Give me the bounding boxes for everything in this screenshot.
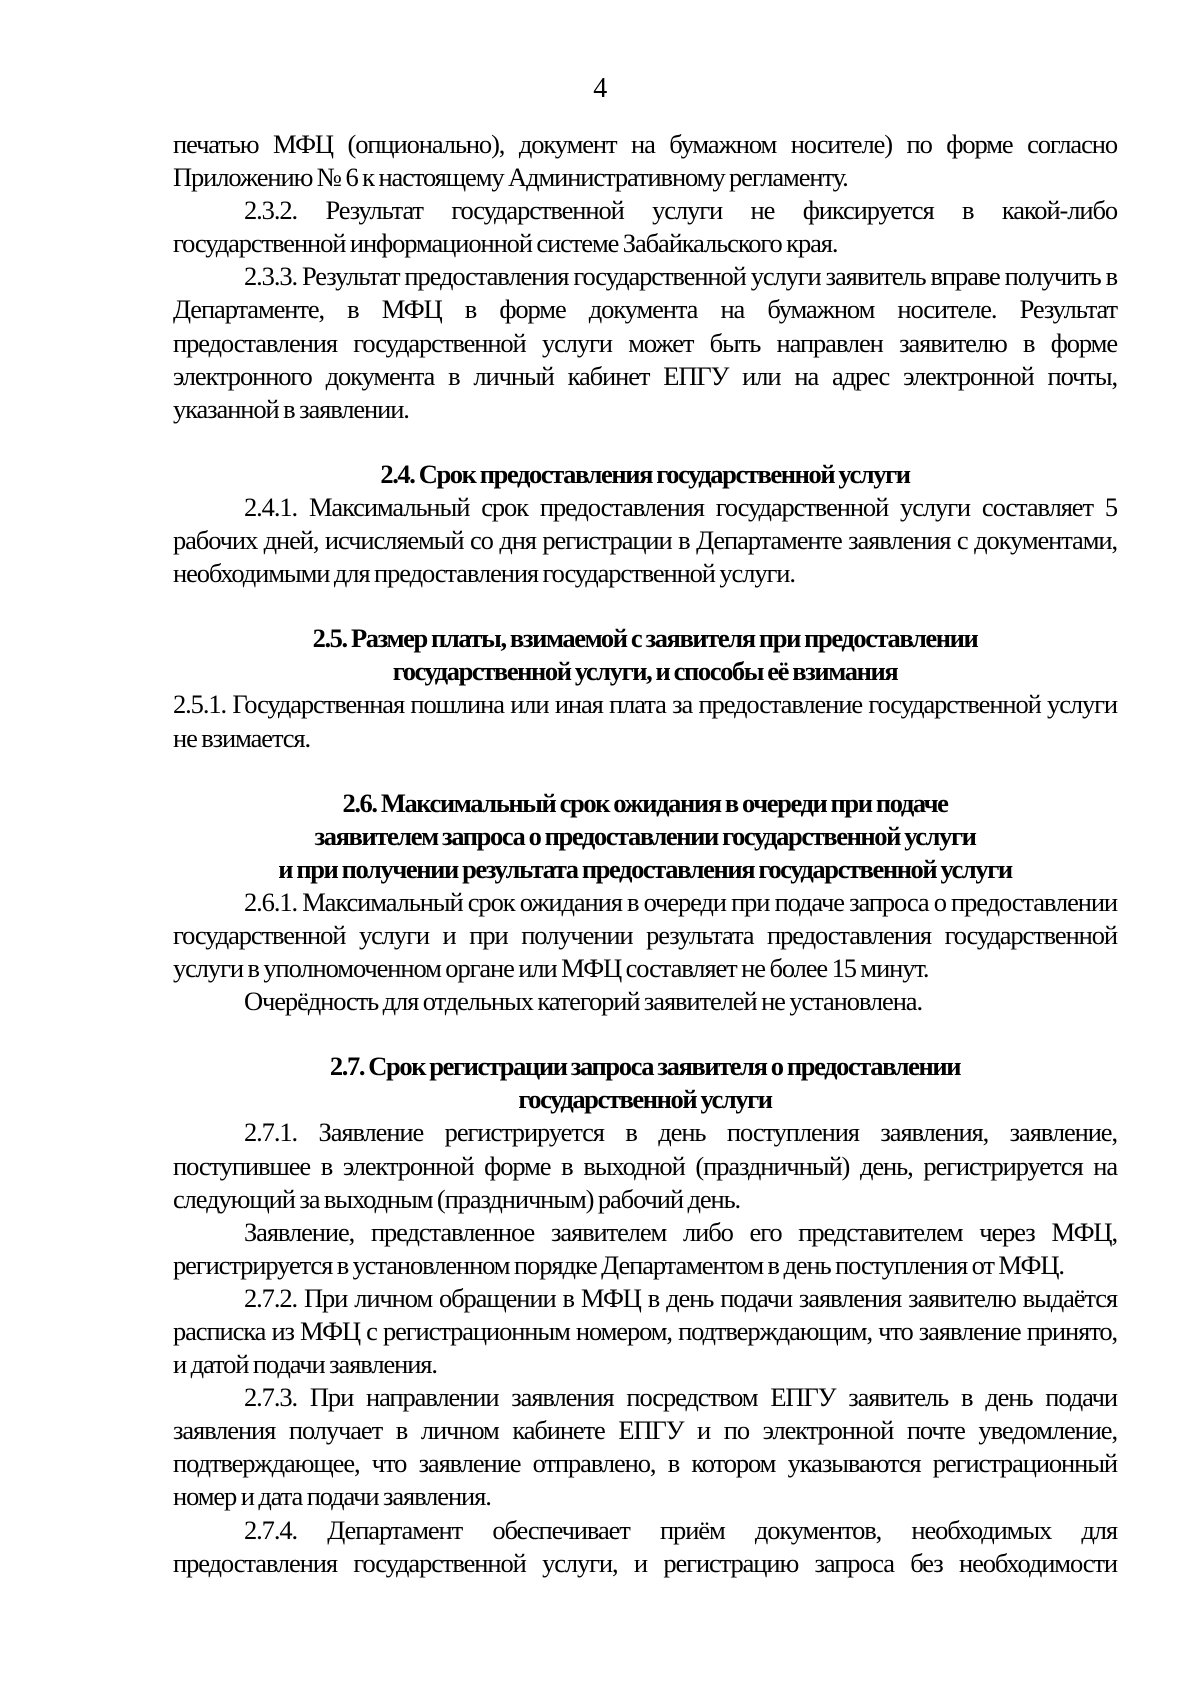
paragraph-2-7-4: 2.7.4. Департамент обеспечивает приём документов, необходимых для предоставления государственной услуги, и регистрацию запроса без необходимости — [173, 1514, 1117, 1578]
section-heading-2-6-line-1: 2.6. Максимальный срок ожидания в очереди при подаче — [342, 787, 948, 818]
section-heading-2-7-line-1: 2.7. Срок регистрации запроса заявителя о предоставлении — [329, 1051, 961, 1082]
section-heading-2-5-line-1: 2.5. Размер платы, взимаемой с заявителя при предоставлении — [312, 623, 978, 654]
paragraph-2-4-1: 2.4.1. Максимальный срок предоставления государственной услуги составляет 5 рабочих дней, исчисляемый со дня регистрации в Департаменте заявления с документами, необходимыми для предоставления государственной услуги. — [173, 491, 1117, 589]
section-heading-2-7-line-2: государственной услуги — [518, 1084, 772, 1115]
paragraph-2-7-3: 2.7.3. При направлении заявления посредством ЕПГУ заявитель в день подачи заявления получает в личном кабинете ЕПГУ и по электронной почте уведомление, подтверждающее, что заявление отправлено, в котором указываются регистрационный номер и дата подачи заявления. — [173, 1382, 1117, 1512]
section-heading-2-6 — [173, 787, 1117, 886]
section-heading-2-5-line-2: государственной услуги, и способы её взимания — [392, 656, 898, 687]
paragraph-2-3-3: 2.3.3. Результат предоставления государственной услуги заявитель вправе получить в Департаменте, в МФЦ в форме документа на бумажном носителе. Результат предоставления государственной услуги может быть направлен заявителю в форме электронного документа в личный кабинет ЕПГУ или на адрес электронной почты, указанной в заявлении. — [173, 261, 1117, 424]
paragraph-2-7-2: 2.7.2. При личном обращении в МФЦ в день подачи заявления заявителю выдаётся расписка из МФЦ с регистрационным номером, подтверждающим, что заявление принято, и датой подачи заявления. — [173, 1282, 1117, 1380]
paragraph-2-5-1: 2.5.1. Государственная пошлина или иная плата за предоставление государственной услуги не взимается. — [173, 689, 1117, 753]
section-heading-2-6-line-2: заявителем запроса о предоставлении государственной услуги — [314, 820, 976, 851]
section-heading-2-6-line-3: и при получении результата предоставления государственной услуги — [278, 853, 1012, 884]
paragraph-mfc-registration: Заявление, представленное заявителем либо его представителем через МФЦ, регистрируется в установленном порядке Департаментом в день поступления от МФЦ. — [173, 1216, 1117, 1280]
section-heading-2-5 — [173, 622, 1117, 688]
paragraph-2-6-1: 2.6.1. Максимальный срок ожидания в очереди при подаче запроса о предоставлении государственной услуги и при получении результата предоставления государственной услуги в уполномоченном органе или МФЦ составляет не более 15 минут. — [173, 886, 1117, 984]
paragraph-2-7-1: 2.7.1. Заявление регистрируется в день поступления заявления, заявление, поступившее в электронной форме в выходной (праздничный) день, регистрируется на следующий за выходным (праздничным) рабочий день. — [173, 1117, 1117, 1214]
page-number: 4 — [593, 73, 607, 104]
section-heading-2-7 — [173, 1050, 1117, 1116]
section-heading-2-4: 2.4. Срок предоставления государственной услуги — [380, 458, 910, 489]
paragraph-2-3-2: 2.3.2. Результат государственной услуги не фиксируется в какой-либо государственной информационной системе Забайкальского края. — [173, 195, 1117, 259]
paragraph-intro: печатью МФЦ (опционально), документ на бумажном носителе) по форме согласно Приложению № 6 к настоящему Административному регламенту. — [173, 129, 1117, 193]
document-body — [173, 128, 1117, 1580]
paragraph-queue: Очерёдность для отдельных категорий заявителей не установлена. — [244, 986, 922, 1017]
